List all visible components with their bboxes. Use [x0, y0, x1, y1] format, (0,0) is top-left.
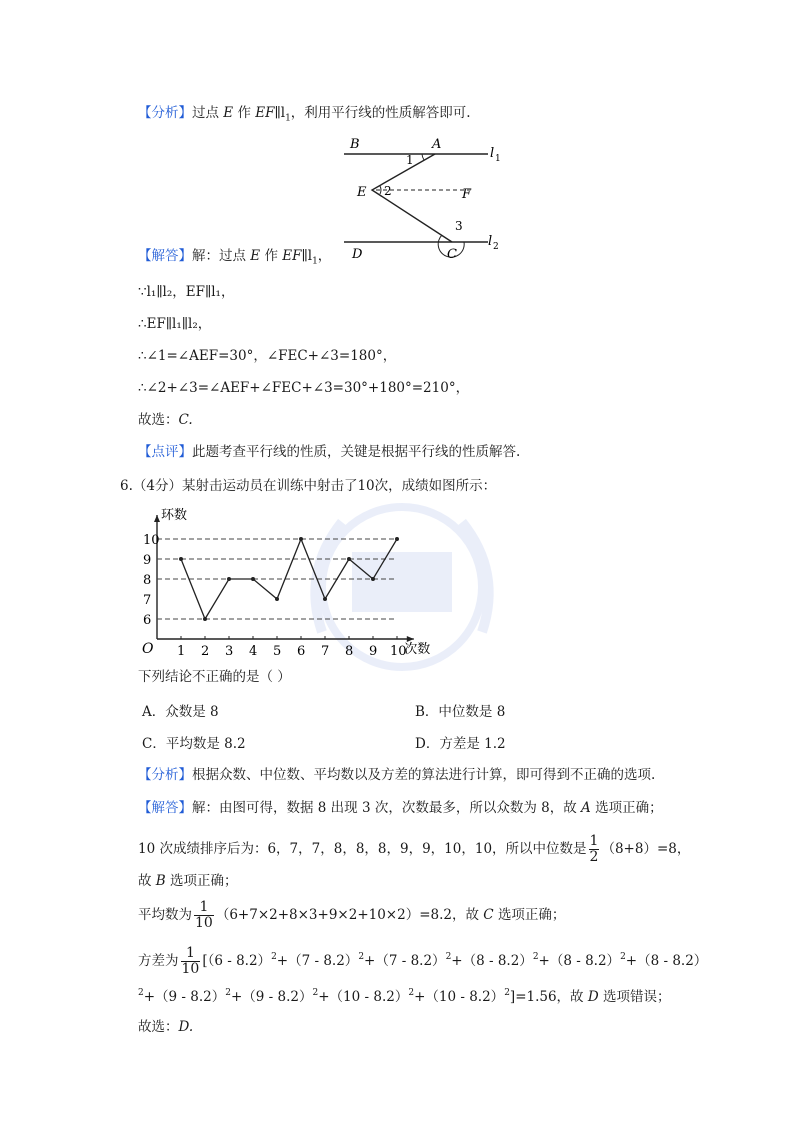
subscript: 1: [285, 113, 291, 124]
q6-stem: 6.（4分）某射击运动员在训练中射击了10次，成绩如图所示：: [120, 478, 497, 494]
term: +（9 - 8.2）: [143, 989, 226, 1005]
q6-mean: [138, 898, 565, 932]
q5-analysis: [138, 104, 471, 128]
data-point: [179, 557, 183, 561]
x-tick-label: 3: [225, 644, 234, 655]
text: 故: [138, 873, 152, 889]
y-tick-label: 9: [143, 553, 152, 568]
y-axis-arrow: [154, 515, 160, 522]
term: [（6 - 8.2）: [202, 953, 272, 969]
line-label: EF: [282, 248, 302, 264]
text: 作: [237, 105, 251, 121]
term: +（7 - 8.2）: [364, 953, 446, 969]
label-C: C: [447, 247, 457, 262]
term: +（7 - 8.2）: [276, 953, 359, 969]
text: （8+8）=8，: [601, 841, 691, 857]
numerator: 1: [181, 946, 201, 962]
exponent: 2: [271, 952, 277, 962]
fraction-tenth: [181, 946, 201, 977]
term: +（9 - 8.2）: [230, 989, 313, 1005]
q5-solution-intro: [138, 247, 331, 271]
y-tick-label: 6: [143, 613, 152, 628]
q6-choose: [138, 1018, 193, 1036]
q6-question: 下列结论不正确的是（ ）: [138, 669, 291, 685]
option-letter: A: [581, 800, 591, 816]
q5-comment: [138, 443, 520, 461]
label-D: D: [352, 247, 363, 262]
x-tick-label: 1: [177, 644, 186, 655]
label-l2-sub: 2: [493, 242, 499, 252]
term: ]=1.56，故: [509, 989, 584, 1005]
text: 10 次成绩排序后为：6，7，7，8，8，8，9，9，10，10，所以中位数是: [138, 841, 587, 857]
text: 过点: [192, 105, 219, 121]
numerator: 1: [194, 900, 214, 916]
label-B: B: [350, 137, 360, 152]
data-point: [251, 577, 255, 581]
term: +（10 - 8.2）: [414, 989, 505, 1005]
q5-step2: ∴EF∥l₁∥l₂，: [138, 316, 212, 332]
x-tick-label: 8: [345, 644, 354, 655]
label-l1: l: [490, 146, 495, 161]
y-tick-label: 10: [143, 533, 160, 548]
solution-tag: 【解答】: [138, 800, 192, 816]
text: ，利用平行线的性质解答即可.: [290, 105, 471, 121]
text: 根据众数、中位数、平均数以及方差的算法进行计算，即可得到不正确的选项.: [192, 767, 656, 783]
analysis-tag: 【分析】: [138, 105, 192, 121]
x-tick-label: 4: [249, 644, 258, 655]
x-tick-label: 6: [297, 644, 306, 655]
solution-tag: 【解答】: [138, 248, 192, 264]
exponent: 2: [504, 988, 510, 998]
text: 解：由图可得，数据 8 出现 3 次，次数最多，所以众数为 8，故: [192, 800, 577, 816]
q6-solution-line2: [138, 832, 690, 866]
analysis-tag: 【分析】: [138, 767, 192, 783]
exponent: 2: [532, 952, 539, 962]
exponent: 2: [408, 988, 415, 998]
x-tick-label: 10: [390, 644, 407, 655]
exponent: 2: [620, 952, 626, 962]
comment-tag: 【点评】: [138, 444, 192, 460]
exponent: 2: [312, 988, 319, 998]
angle-2: 2: [384, 184, 392, 198]
x-axis-label: 次数: [404, 642, 431, 655]
option-letter: B: [155, 873, 166, 889]
q6-solution-line1: [138, 799, 663, 817]
fraction-half: [589, 834, 600, 865]
q6-solution-line3: [138, 872, 238, 890]
text: 作: [264, 248, 278, 264]
q5-step3: ∴∠1=∠AEF=30°，∠FEC+∠3=180°，: [138, 348, 397, 364]
geometry-figure: [330, 134, 510, 264]
answer: C.: [178, 412, 193, 428]
q6-analysis: [138, 766, 655, 784]
q5-step1: ∵l₁∥l₂，EF∥l₁，: [138, 284, 235, 300]
fraction-tenth: [194, 900, 214, 931]
text: （6+7×2+8×3+9×2+10×2）=8.2，故: [215, 907, 479, 923]
data-point: [395, 537, 399, 541]
x-tick-label: 5: [273, 644, 282, 655]
text: ，: [317, 248, 332, 264]
subscript: 1: [312, 256, 318, 267]
term: +（8 - 8.2）: [538, 953, 621, 969]
exponent: 2: [358, 952, 365, 962]
origin-label: O: [142, 641, 154, 655]
exponent: 2: [445, 952, 452, 962]
option-letter: C: [483, 907, 494, 923]
x-tick-label: 9: [369, 644, 378, 655]
exponent: 2: [138, 988, 144, 998]
text: 平均数为: [138, 907, 192, 923]
data-point: [323, 597, 327, 601]
label-l2: l: [488, 234, 493, 249]
q5-choose: [138, 411, 193, 429]
data-point: [347, 557, 351, 561]
text: 选项正确；: [497, 907, 566, 923]
label-E: E: [357, 185, 367, 200]
q6-variance-line2: [138, 984, 670, 1006]
label-A: A: [432, 137, 442, 152]
term: +（10 - 8.2）: [318, 989, 409, 1005]
data-point: [203, 617, 207, 621]
angle-3: 3: [455, 219, 463, 233]
line-chart: [135, 505, 445, 655]
line-label: l: [307, 248, 313, 264]
q5-step4: ∴∠2+∠3=∠AEF+∠FEC+∠3=30°+180°=210°，: [138, 380, 470, 396]
parallel-symbol: ∥: [274, 105, 281, 121]
q6-variance-line1: [138, 940, 707, 978]
option-letter: D: [587, 989, 599, 1005]
y-axis-label: 环数: [161, 508, 188, 523]
data-point: [275, 597, 279, 601]
numerator: 1: [589, 833, 599, 849]
option-B: B．中位数是 8: [415, 704, 506, 720]
text: 解：过点: [192, 248, 246, 264]
exponent: 2: [225, 988, 231, 998]
data-point: [227, 577, 231, 581]
denominator: 2: [589, 849, 599, 865]
label-l1-sub: 1: [495, 154, 501, 164]
angle-1: 1: [406, 153, 414, 167]
x-tick-label: 7: [321, 644, 330, 655]
text: 选项错误；: [602, 989, 671, 1005]
text: 此题考查平行线的性质，关键是根据平行线的性质解答.: [192, 444, 521, 460]
point-label: E: [250, 248, 261, 264]
point-label: E: [223, 105, 234, 121]
data-point: [371, 577, 375, 581]
y-tick-label: 7: [143, 593, 152, 608]
line-label: EF: [255, 105, 275, 121]
term: +（8 - 8.2）: [451, 953, 533, 969]
term: +（8 - 8.2）: [625, 953, 708, 969]
line-label: l: [280, 105, 286, 121]
option-A: A．众数是 8: [142, 704, 219, 720]
data-point: [299, 537, 303, 541]
option-C: C．平均数是 8.2: [142, 736, 246, 752]
text: 故选：: [138, 1019, 179, 1035]
denominator: 10: [181, 961, 200, 977]
answer: D.: [178, 1019, 194, 1035]
label-F: F: [462, 187, 472, 202]
text: 选项正确；: [595, 800, 663, 816]
x-tick-label: 2: [201, 644, 210, 655]
y-tick-label: 8: [143, 573, 152, 588]
text: 选项正确；: [170, 873, 238, 889]
text: 故选：: [138, 412, 179, 428]
denominator: 10: [195, 915, 213, 931]
option-D: D．方差是 1.2: [415, 736, 506, 752]
parallel-symbol: ∥: [301, 248, 308, 264]
text: 方差为: [138, 953, 179, 969]
